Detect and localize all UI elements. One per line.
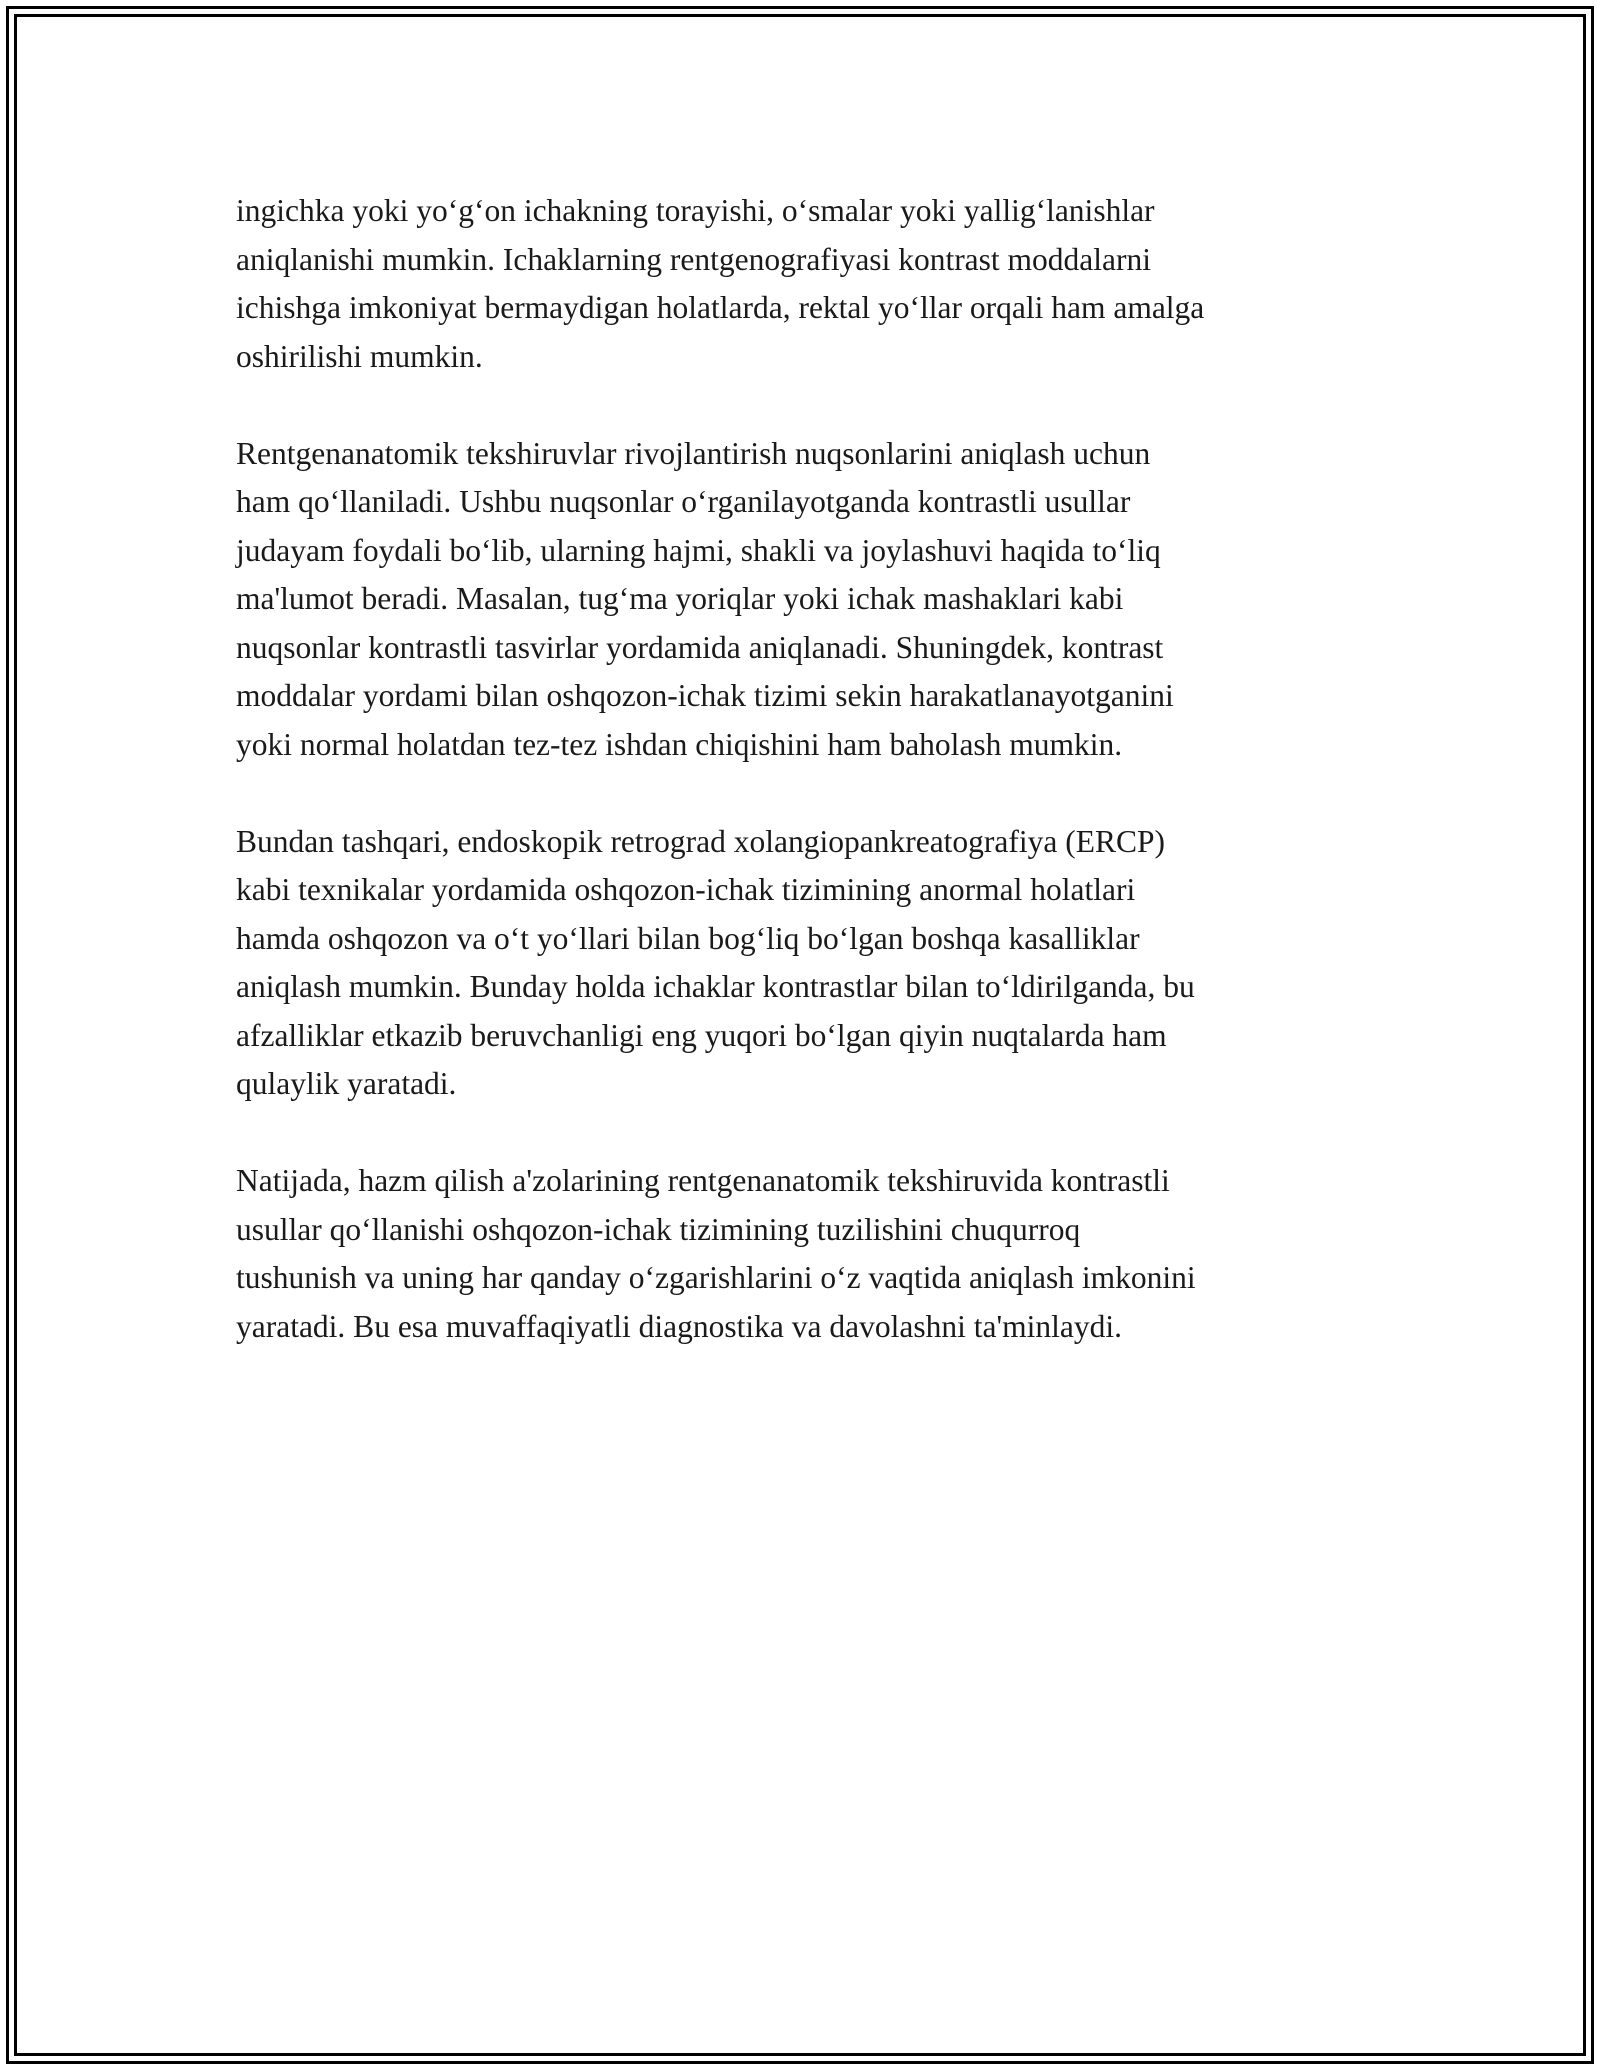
paragraph-1	[236, 187, 1372, 381]
text-line: yaratadi. Bu esa muvaffaqiyatli diagnostika va davolashni ta'minlaydi.	[236, 1308, 1122, 1344]
document-body	[236, 187, 1372, 1400]
paragraph-2	[236, 430, 1372, 770]
text-line: Natijada, hazm qilish a'zolarining rentgenanatomik tekshiruvida kontrastli	[236, 1163, 1170, 1198]
text-line: Rentgenanatomik tekshiruvlar rivojlantirish nuqsonlarini aniqlash uchun	[236, 435, 1151, 471]
text-line: oshirilishi mumkin.	[236, 338, 483, 374]
text-line: usullar qo‘llanishi oshqozon-ichak tizimining tuzilishini chuqurroq	[236, 1211, 1081, 1247]
text-line: tushunish va uning har qanday o‘zgarishlarini o‘z vaqtida aniqlash imkonini	[236, 1260, 1196, 1295]
text-line: ma'lumot beradi. Masalan, tug‘ma yoriqlar yoki ichak mashaklari kabi	[236, 581, 1124, 616]
text-line: aniqlash mumkin. Bunday holda ichaklar kontrastlar bilan to‘ldirilganda, bu	[236, 969, 1195, 1004]
text-line: yoki normal holatdan tez-tez ishdan chiqishini ham baholash mumkin.	[236, 726, 1123, 762]
text-line: ingichka yoki yo‘g‘on ichakning torayishi, o‘smalar yoki yallig‘lanishlar	[236, 193, 1155, 228]
paragraph-3	[236, 818, 1372, 1109]
text-line: hamda oshqozon va o‘t yo‘llari bilan bog‘liq bo‘lgan boshqa kasalliklar	[236, 920, 1140, 956]
paragraph-4	[236, 1157, 1372, 1351]
text-line: ham qo‘llaniladi. Ushbu nuqsonlar o‘rganilayotganda kontrastli usullar	[236, 484, 1131, 519]
text-line: qulaylik yaratadi.	[236, 1066, 457, 1101]
text-line: afzalliklar etkazib beruvchanligi eng yuqori bo‘lgan qiyin nuqtalarda ham	[236, 1017, 1167, 1053]
text-line: moddalar yordami bilan oshqozon-ichak tizimi sekin harakatlanayotganini	[236, 678, 1174, 713]
text-line: aniqlanishi mumkin. Ichaklarning rentgenografiyasi kontrast moddalarni	[236, 241, 1152, 277]
text-line: kabi texnikalar yordamida oshqozon-ichak tizimining anormal holatlari	[236, 872, 1136, 907]
text-line: Bundan tashqari, endoskopik retrograd xolangiopankreatografiya (ERCP)	[236, 823, 1166, 859]
text-line: judayam foydali bo‘lib, ularning hajmi, shakli va joylashuvi haqida to‘liq	[236, 532, 1161, 568]
text-line: nuqsonlar kontrastli tasvirlar yordamida aniqlanadi. Shuningdek, kontrast	[236, 629, 1164, 665]
text-line: ichishga imkoniyat bermaydigan holatlarda, rektal yo‘llar orqali ham amalga	[236, 290, 1205, 325]
